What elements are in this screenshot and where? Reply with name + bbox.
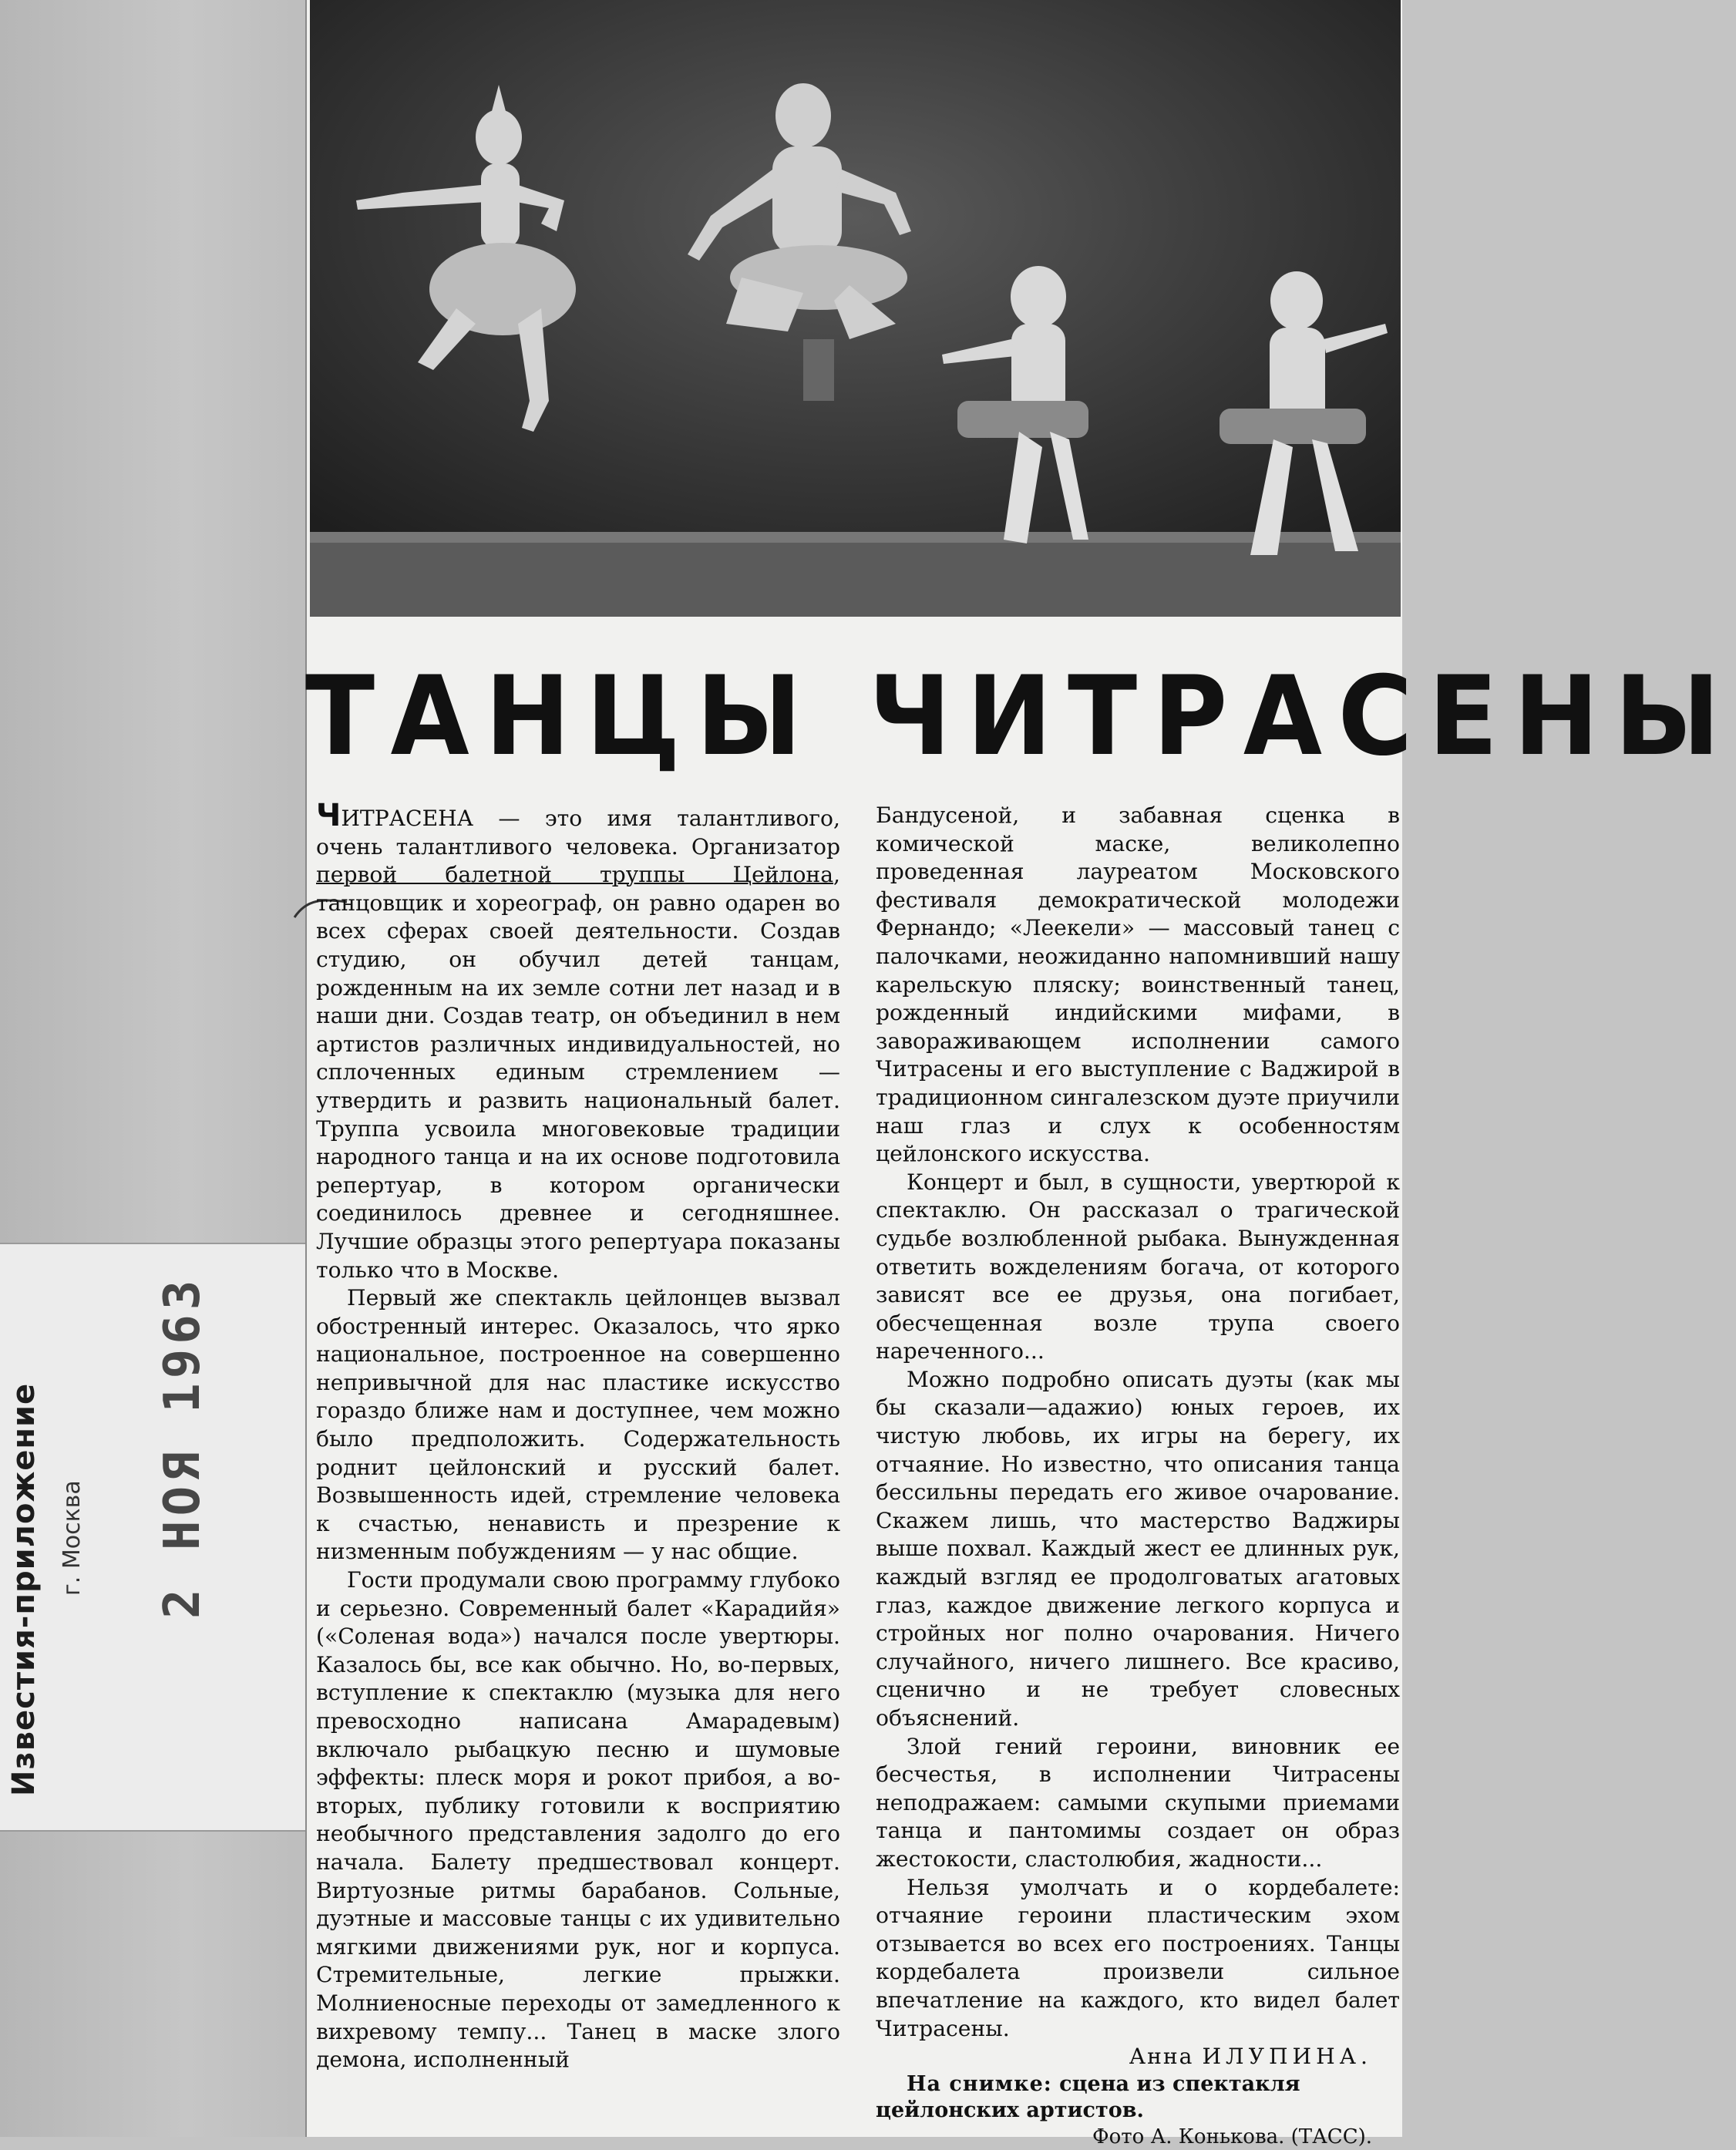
article-paragraph: Злой гений героини, виновник ее бесчестья, в исполнении Читрасены неподражаем: самыми скупыми приемами танца и пантомимы создает он образ жестокости, сластолюбия, жадности...: [876, 1733, 1400, 1872]
article-paragraph: Концерт и был, в сущности, увертюрой к спектаклю. Он рассказал о трагической судьбе возлюбленной рыбака. Вынужденная ответить вожделениям богача, от которого зависят все ее друзья, она погибает, обесчещенная возле трупа своего нареченного...: [876, 1169, 1400, 1364]
underlined-text: первой балетной труппы Цейлона: [316, 862, 834, 888]
article-paragraph: Гости продумали свою программу глубоко и серьезно. Современный балет «Карадийя» («Соленая вода») начался после увертюры. Казалось бы, все как обычно. Но, во-первых, вступление к спектаклю (музыка для него превосходно написана Амарадевым) включало рыбацкую песню и шумовые эффекты: плеск моря и рокот прибоя, а во-вторых, публику готовили к восприятию необычного представления задолго до его начала. Балету предшествовал концерт. Виртуозные ритмы барабанов. Сольные, дуэтные и массовые танцы с их удивительно мягкими движениями рук, ног и корпуса. Стремительные, легкие прыжки. Молниеносные переходы от замедленного к вихревому темпу... Танец в маске злого демона, исполненный: [316, 1567, 840, 2073]
article-paragraph: Можно подробно описать дуэты (как мы бы сказали—адажио) юных героев, их чистую любовь, их игры на берегу, их отчаяние. Но известно, что описания танца бессильны передать его живое очарование. Скажем лишь, что мастерство Ваджиры выше похвал. Каждый жест ее длинных рук, каждый взгляд ее продолговатых агатовых глаз, каждое движение легкого корпуса и стройных ног полно очарования. Ничего случайного, ничего лишнего. Все красиво, сценично и не требует словесных объяснений.: [876, 1366, 1400, 1731]
article-column-left: [316, 798, 840, 2074]
author-first-name: Анна: [1129, 2044, 1194, 2070]
drop-cap: Ч: [316, 798, 341, 833]
article-column-right: [876, 802, 1400, 2150]
caption-lead: На снимке:: [907, 2071, 1052, 2096]
author-signature: [876, 2043, 1400, 2071]
caption-text: сцена из спектакля цейлонских артистов.: [876, 2071, 1300, 2122]
article-paragraph: Нельзя умолчать и о кордебалете: отчаяние героини пластическим эхом отзывается во всех его построениях. Танцы кордебалета произвели сильное впечатление на каждого, кто видел балет Читрасены.: [876, 1874, 1400, 2041]
dance-scene-illustration: [310, 0, 1401, 617]
author-last-name: ИЛУПИНА.: [1202, 2044, 1372, 2070]
clipping-date-stamp: 2 НОЯ 1963: [154, 1275, 211, 1619]
clipping-city-stamp: г. Москва: [59, 1480, 86, 1596]
dance-scene-photo: [310, 0, 1401, 617]
article-paragraph: [316, 798, 840, 1284]
article-paragraph: Бандусеной, и забавная сценка в комической маске, великолепно проведенная лауреатом Московского фестиваля демократической молодежи Фернандо; «Леекели» — массовый танец с палочками, неожиданно напомнивший нашу карельскую пляску; воинственный танец, рожденный индийскими мифами, в завораживающем исполнении самого Читрасены и его выступление с Ваджирой в традиционном сингалезском дуэте приучили наш глаз и слух к особенностям цейлонского искусства.: [876, 802, 1400, 1167]
clipping-source-stamp: Известия-приложение: [6, 1382, 42, 1796]
photo-credit: Фото А. Конькова. (ТАСС).: [1092, 2125, 1372, 2148]
article-paragraph: Первый же спектакль цейлонцев вызвал обостренный интерес. Оказалось, что ярко национальное, построенное на совершенно непривычной для нас пластике искусство гораздо ближе нам и доступнее, чем можно было предположить. Содержательность роднит цейлонский и русский балет. Возвышенность идей, стремление человека к счастью, ненависть и презрение к низменным побуждениям — у нас общие.: [316, 1285, 840, 1565]
article-headline: ТАНЦЫ ЧИТРАСЕНЫ: [305, 653, 1736, 780]
paragraph-text: ИТРАСЕНА — это имя талантливого, очень талантливого человека. Организатор: [316, 806, 840, 860]
paragraph-text: , танцовщик и хореограф, он равно одарен во всех сферах своей деятельности. Создав студию, он обучил детей танцам, рожденным на их земле сотни лет назад и в наши дни. Создав театр, он объединил в нем артистов различных индивидуальностей, но сплоченных единым стремлением — утвердить и развить национальный балет. Труппа усвоила многовековые традиции народного танца и на их основе подготовила репертуар, в котором органически соединилось древнее и сегодняшнее. Лучшие образцы этого репертуара показаны только что в Москве.: [316, 862, 840, 1283]
photo-caption: [876, 2071, 1400, 2124]
